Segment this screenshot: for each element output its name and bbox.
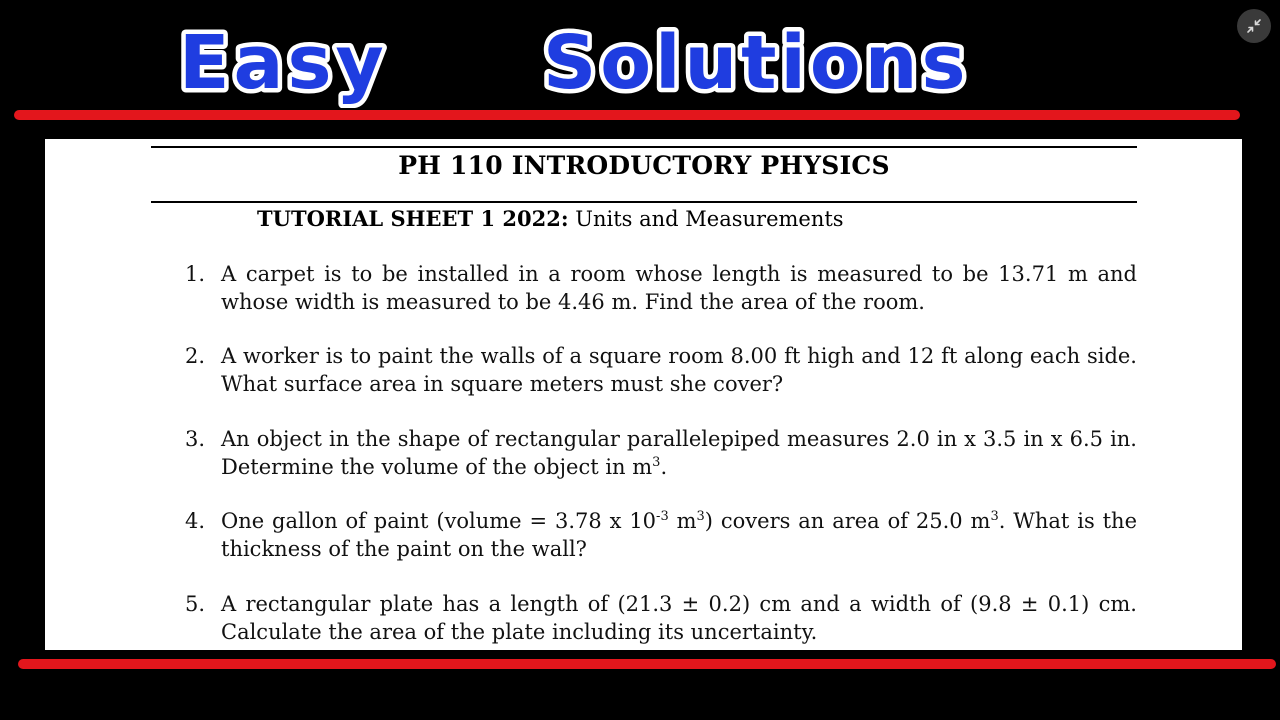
question-number: 5. [185, 592, 206, 616]
question-number: 2. [185, 344, 206, 368]
banner-logo [175, 18, 1055, 108]
question-text-part: ) covers an area of 25.0 m [704, 509, 991, 533]
question-text: A rectangular plate has a length of (21.3 ± 0.2) cm and a width of (9.8 ± 0.1) cm. Calculate the area of the plate including its uncertainty. [221, 592, 1137, 644]
question-2 [185, 343, 1137, 398]
exit-fullscreen-button[interactable] [1237, 9, 1271, 43]
collapse-arrows-icon [1246, 18, 1262, 34]
sheet-label: TUTORIAL SHEET 1 2022: [257, 206, 569, 231]
question-1 [185, 261, 1137, 316]
superscript: 3 [990, 509, 999, 524]
banner-word-2: Solutions [543, 20, 970, 106]
tutorial-sheet [45, 139, 1242, 650]
question-text-part: An object in the shape of rectangular parallelepiped measures 2.0 in x 3.5 in x 6.5 in. Determine the volume of the object in m [221, 427, 1137, 479]
sheet-subtitle [257, 206, 844, 231]
question-text: A carpet is to be installed in a room whose length is measured to be 13.71 m and whose width is measured to be 4.46 m. Find the area of the room. [221, 262, 1137, 314]
question-3 [185, 426, 1137, 481]
top-rule [151, 146, 1137, 148]
course-title: PH 110 INTRODUCTORY PHYSICS [398, 151, 890, 180]
question-text [221, 426, 1137, 481]
bottom-rule [151, 201, 1137, 203]
question-text-part: m [668, 509, 697, 533]
question-number: 4. [185, 509, 206, 533]
question-text [221, 508, 1137, 563]
question-4 [185, 508, 1137, 563]
top-red-divider [14, 110, 1240, 120]
question-number: 1. [185, 262, 206, 286]
bottom-red-divider [18, 659, 1276, 669]
superscript: 3 [652, 454, 661, 470]
superscript: 3 [696, 509, 705, 524]
question-text-part: . What is the thickness of the paint on the wall? [221, 509, 1137, 561]
easy-solutions-banner [175, 18, 1055, 108]
question-5 [185, 591, 1137, 646]
sheet-topic: Units and Measurements [575, 207, 844, 231]
question-number: 3. [185, 427, 206, 451]
question-text: A worker is to paint the walls of a square room 8.00 ft high and 12 ft along each side. What surface area in square meters must she cover? [221, 344, 1137, 396]
superscript: -3 [656, 509, 669, 524]
banner-word-1: Easy [179, 20, 388, 106]
question-text-part: One gallon of paint (volume = 3.78 x 10 [221, 509, 657, 533]
question-text-part: . [660, 454, 668, 479]
